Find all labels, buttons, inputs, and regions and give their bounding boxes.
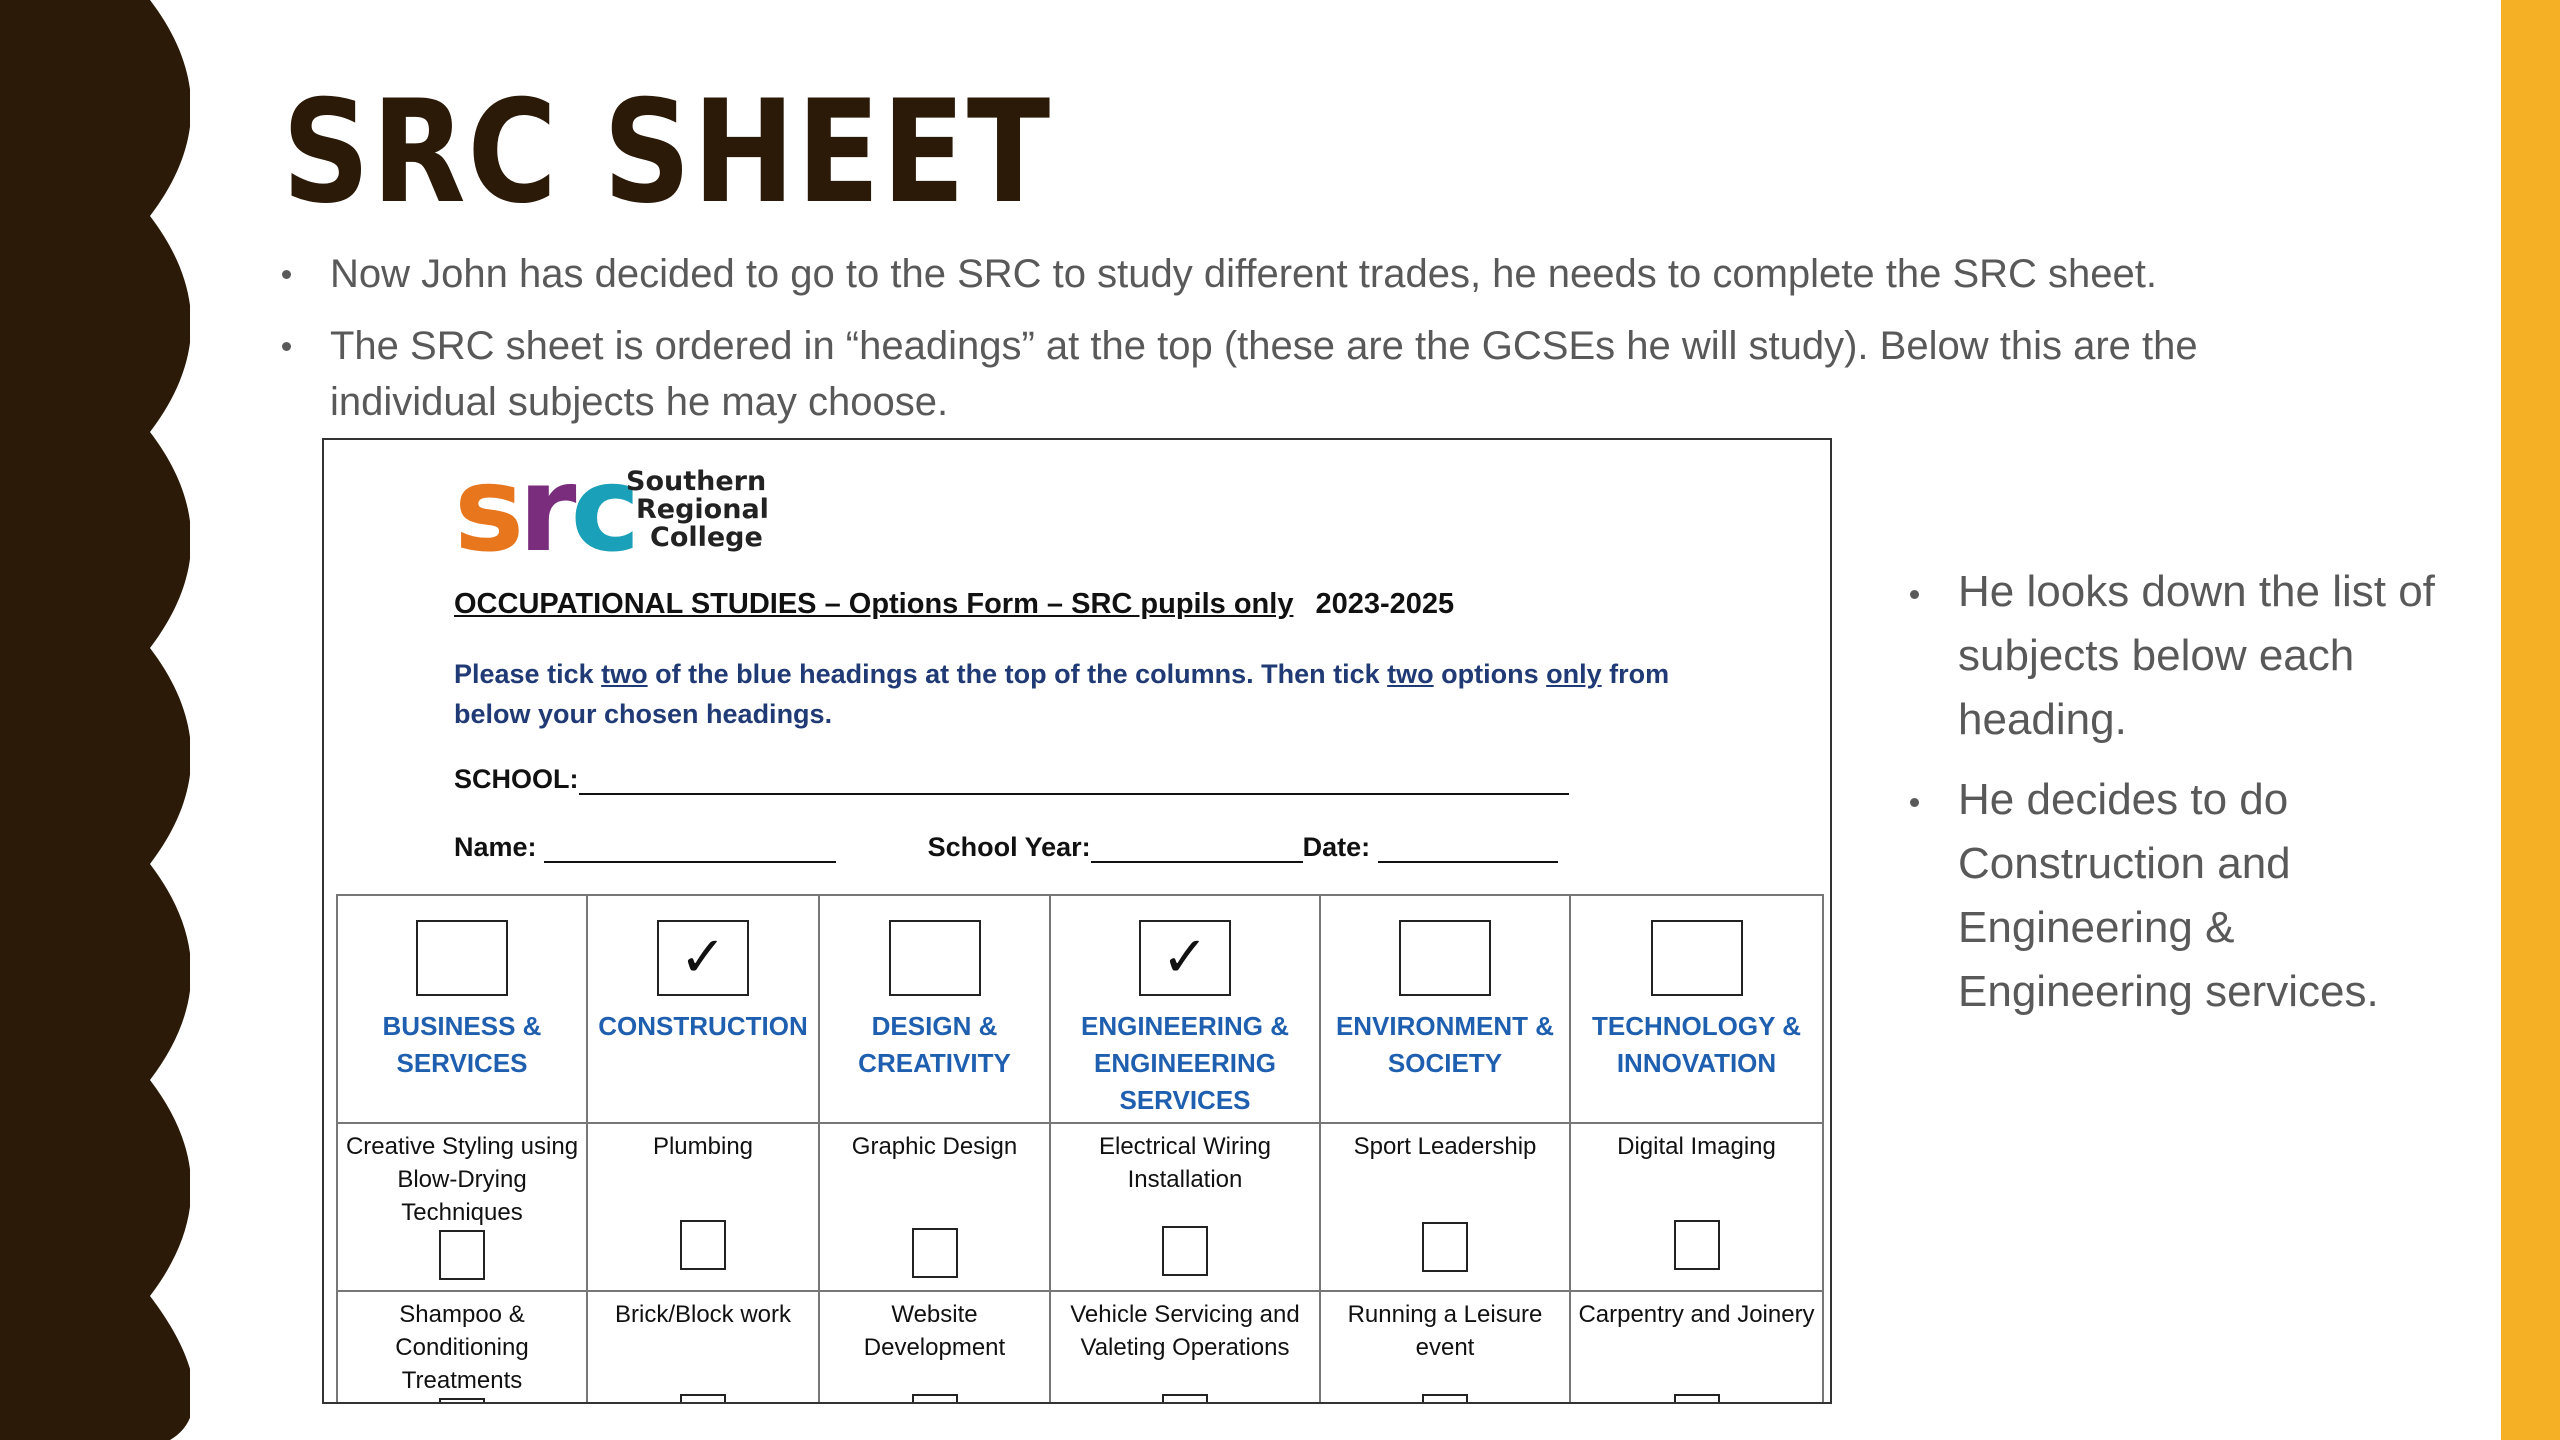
subject-checkbox (439, 1398, 485, 1404)
src-logo (454, 440, 784, 578)
school-label: SCHOOL: (454, 764, 579, 794)
subject-label: Vehicle Servicing and Valeting Operations (1070, 1301, 1300, 1361)
heading-cell-construction (587, 895, 819, 1123)
heading-checkbox (657, 920, 749, 996)
subject-label: Brick/Block work (614, 1301, 792, 1328)
subject-label: Sport Leadership (1353, 1133, 1537, 1160)
heading-label: ENVIRONMENT & SOCIETY (1335, 1011, 1555, 1078)
heading-cell-technology (1570, 895, 1823, 1123)
subject-cell (587, 1123, 819, 1291)
side-bullet-item: He decides to do Construction and Engineering & Engineering services. (1910, 768, 2470, 1024)
form-heading-title: OCCUPATIONAL STUDIES – Options Form – SRC pupils only (454, 588, 1294, 620)
side-bullet-item: He looks down the list of subjects below each heading. (1910, 560, 2470, 752)
subject-label: Graphic Design (851, 1133, 1018, 1160)
subject-checkbox (1674, 1220, 1720, 1270)
heading-cell-business (337, 895, 587, 1123)
subject-checkbox (1422, 1394, 1468, 1404)
bullet-item: The SRC sheet is ordered in “headings” at the top (these are the GCSEs he will study). Below this are the individual subjects he may choose. (282, 318, 2342, 430)
left-wavy-band (0, 0, 190, 1440)
heading-checkbox (889, 920, 981, 996)
heading-checkbox (1399, 920, 1491, 996)
form-instructions: Please tick two of the blue headings at the top of the columns. Then tick two options only from below your chosen headings. (454, 659, 1670, 729)
subject-cell (337, 1123, 587, 1291)
school-year-label: School Year: (927, 832, 1091, 862)
bullet-item: Now John has decided to go to the SRC to study different trades, he needs to complete the SRC sheet. (282, 246, 2342, 302)
logo-text (626, 468, 769, 552)
side-bullets (1910, 560, 2470, 1040)
logo-line: Regional (636, 494, 769, 525)
subject-cell (1050, 1123, 1320, 1291)
subject-cell (1320, 1291, 1570, 1404)
heading-label: TECHNOLOGY & INNOVATION (1592, 1011, 1801, 1078)
heading-row (337, 895, 1823, 1123)
subject-checkbox (912, 1228, 958, 1278)
subject-label: Digital Imaging (1617, 1133, 1776, 1160)
subject-cell (1570, 1123, 1823, 1291)
school-field (454, 764, 1569, 795)
subject-checkbox (1162, 1226, 1208, 1276)
subject-cell (587, 1291, 819, 1404)
heading-label: DESIGN & CREATIVITY (858, 1011, 1011, 1078)
form-heading (454, 588, 1454, 621)
slide-bullets (282, 246, 2342, 446)
subject-label: Shampoo & Conditioning Treatments (395, 1301, 529, 1394)
subject-cell (1050, 1291, 1320, 1404)
heading-label: BUSINESS & SERVICES (382, 1011, 542, 1078)
subject-checkbox (680, 1220, 726, 1270)
heading-label: CONSTRUCTION (598, 1011, 808, 1041)
tick-mark: ✓ (679, 925, 727, 990)
subject-checkbox (1162, 1394, 1208, 1404)
subject-label: Running a Leisure event (1347, 1301, 1543, 1361)
heading-cell-design (819, 895, 1050, 1123)
subject-cell (1570, 1291, 1823, 1404)
subject-checkbox (680, 1394, 726, 1404)
form-year: 2023-2025 (1315, 588, 1455, 620)
subject-label: Creative Styling using Blow-Drying Techniques (345, 1133, 579, 1226)
heading-cell-environment (1320, 895, 1570, 1123)
logo-line: College (650, 522, 763, 553)
subject-row (337, 1123, 1823, 1291)
subject-checkbox (439, 1230, 485, 1280)
logo-mark: src (454, 440, 635, 578)
subject-cell (819, 1291, 1050, 1404)
options-table (336, 894, 1824, 1404)
date-label: Date: (1302, 832, 1371, 862)
subject-label: Electrical Wiring Installation (1098, 1133, 1272, 1193)
heading-checkbox (416, 920, 508, 996)
subject-checkbox (912, 1394, 958, 1404)
name-label: Name: (454, 832, 537, 862)
name-year-date-fields (454, 832, 1558, 863)
subject-cell (1320, 1123, 1570, 1291)
heading-checkbox (1651, 920, 1743, 996)
subject-row (337, 1291, 1823, 1404)
subject-checkbox (1422, 1222, 1468, 1272)
options-form-image (322, 438, 1832, 1404)
subject-cell (819, 1123, 1050, 1291)
heading-cell-engineering (1050, 895, 1320, 1123)
heading-checkbox (1139, 920, 1231, 996)
subject-label: Plumbing (652, 1133, 754, 1160)
right-accent-band (2501, 0, 2560, 1440)
subject-label: Website Development (863, 1301, 1006, 1361)
subject-cell (337, 1291, 587, 1404)
tick-mark: ✓ (1161, 925, 1209, 990)
heading-label: ENGINEERING & ENGINEERING SERVICES (1080, 1011, 1290, 1115)
logo-line: Southern (626, 466, 767, 497)
subject-checkbox (1674, 1394, 1720, 1404)
subject-label: Carpentry and Joinery (1578, 1301, 1815, 1328)
slide-title: SRC SHEET (282, 70, 1052, 235)
